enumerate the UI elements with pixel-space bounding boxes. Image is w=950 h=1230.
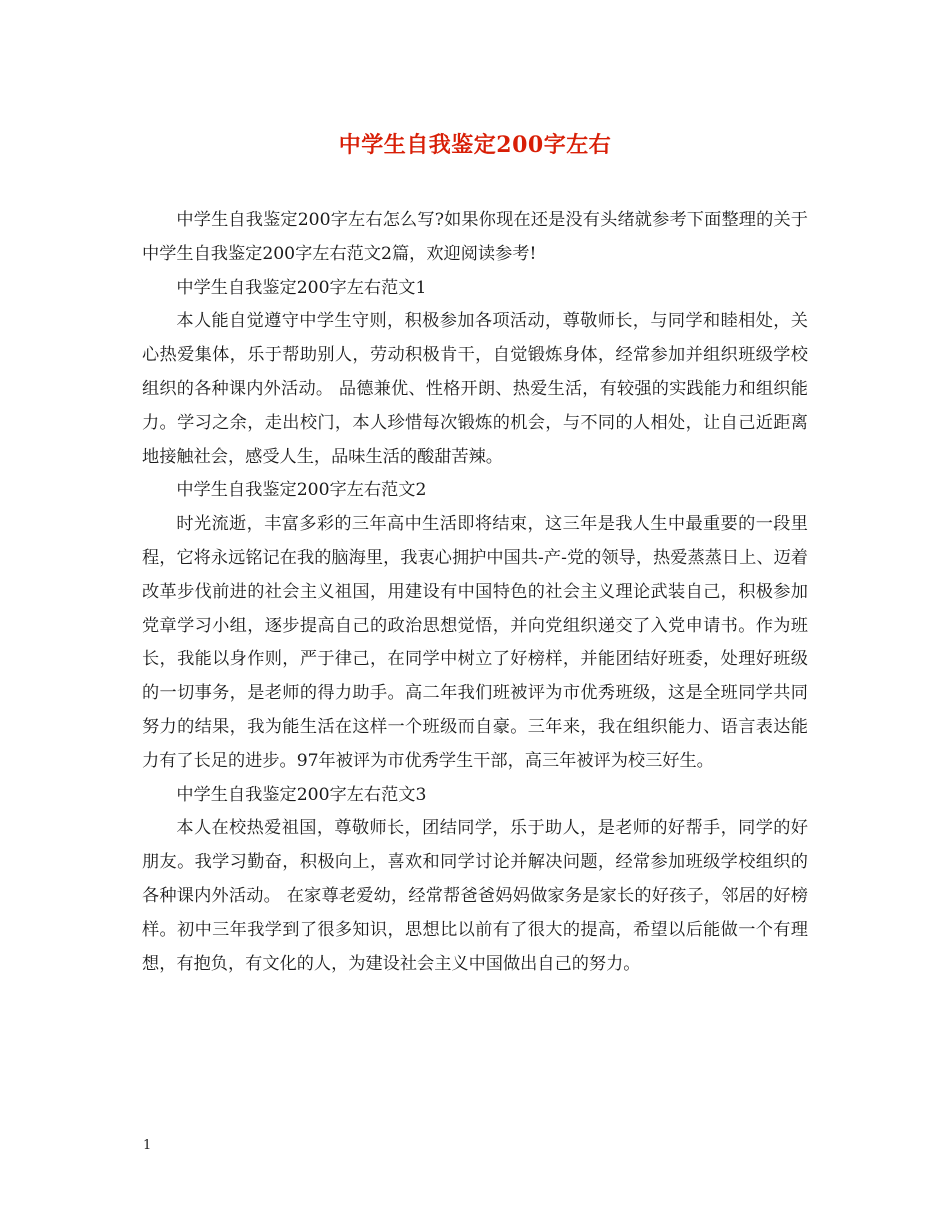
document-body [142, 204, 808, 981]
sample-paragraph-1: 本人能自觉遵守中学生守则，积极参加各项活动，尊敬师长，与同学和睦相处，关心热爱集体，乐于帮助别人，劳动积极肯干，自觉锻炼身体，经常参加并组织班级学校组织的各种课内外活动。 品德兼优、性格开朗、热爱生活，有较强的实践能力和组织能力。学习之余，走出校门，本人珍惜每次锻炼的机会，与不同的人相处，让自己近距离地接触社会，感受人生，品味生活的酸甜苦辣。 [142, 311, 808, 467]
section-heading-1: 中学生自我鉴定200字左右范文1 [176, 277, 427, 298]
section-heading-3: 中学生自我鉴定200字左右范文3 [176, 784, 427, 805]
page-number: 1 [143, 1138, 152, 1153]
document-title: 中学生自我鉴定200字左右 [338, 132, 612, 158]
sample-paragraph-3: 本人在校热爱祖国，尊敬师长，团结同学，乐于助人，是老师的好帮手，同学的好朋友。我学习勤奋，积极向上，喜欢和同学讨论并解决问题，经常参加班级学校组织的各种课内外活动。 在家尊老爱幼，经常帮爸爸妈妈做家务是家长的好孩子，邻居的好榜样。初中三年我学到了很多知识，思想比以前有了很大的提高，希望以后能做一个有理想，有抱负，有文化的人，为建设社会主义中国做出自己的努力。 [142, 818, 808, 974]
section-heading-2: 中学生自我鉴定200字左右范文2 [176, 480, 427, 501]
sample-paragraph-2: 时光流逝，丰富多彩的三年高中生活即将结束，这三年是我人生中最重要的一段里程，它将永远铭记在我的脑海里，我衷心拥护中国共-产-党的领导，热爱蒸蒸日上、迈着改革步伐前进的社会主义祖国，用建设有中国特色的社会主义理论武装自己，积极参加党章学习小组，逐步提高自己的政治思想觉悟，并向党组织递交了入党申请书。作为班长，我能以身作则，严于律己，在同学中树立了好榜样，并能团结好班委，处理好班级的一切事务，是老师的得力助手。高二年我们班被评为市优秀班级，这是全班同学共同努力的结果，我为能生活在这样一个班级而自豪。三年来，我在组织能力、语言表达能力有了长足的进步。97年被评为市优秀学生干部，高三年被评为校三好生。 [142, 514, 808, 771]
intro-paragraph: 中学生自我鉴定200字左右怎么写?如果你现在还是没有头绪就参考下面整理的关于中学生自我鉴定200字左右范文2篇，欢迎阅读参考! [142, 210, 808, 264]
